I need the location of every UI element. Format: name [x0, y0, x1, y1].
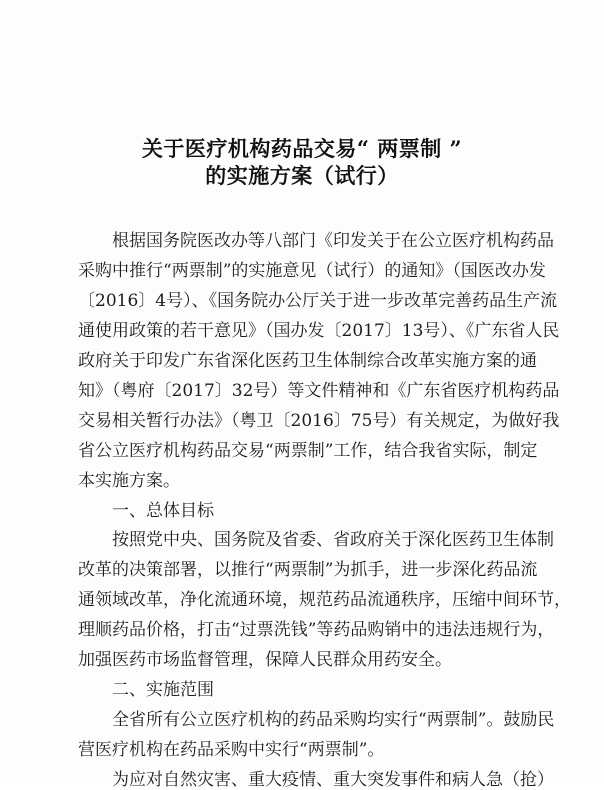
- intro-line: 省公立医疗机构药品交易“两票制”工作，结合我省实际，制定: [78, 441, 538, 461]
- section-heading-scope: 二、实施范围: [112, 680, 214, 700]
- section1-line: 加强医药市场监督管理，保障人民群众用药安全。: [78, 650, 452, 670]
- intro-line: 根据国务院医改办等八部门《印发关于在公立医疗机构药品: [112, 231, 554, 251]
- intro-line: 政府关于印发广东省深化医药卫生体制综合改革实施方案的通: [78, 351, 537, 371]
- intro-line: 知》（粤府〔2017〕32号）等文件精神和《广东省医疗机构药品: [78, 381, 560, 401]
- section2-line: 为应对自然灾害、重大疫情、重大突发事件和病人急（抢）: [112, 770, 554, 790]
- section1-line: 改革的决策部署，以推行“两票制”为抓手，进一步深化药品流: [78, 560, 538, 580]
- section-heading-overall-goal: 一、总体目标: [112, 501, 214, 521]
- document-title-line-1: 关于医疗机构药品交易“ 两票制 ”: [141, 136, 463, 161]
- section1-line: 通领域改革，净化流通环境，规范药品流通秩序，压缩中间环节，: [78, 590, 571, 610]
- section2-line: 营医疗机构在药品采购中实行“两票制”。: [78, 740, 385, 760]
- intro-line: 通使用政策的若干意见》（国办发〔2017〕13号）、《广东省人民: [78, 321, 560, 341]
- intro-line: 本实施方案。: [78, 471, 180, 491]
- section1-line: 理顺药品价格，打击“过票洗钱”等药品购销中的违法违规行为，: [78, 620, 555, 640]
- intro-line: 交易相关暂行办法》（粤卫〔2016〕75号）有关规定，为做好我: [78, 411, 560, 431]
- section2-line: 全省所有公立医疗机构的药品采购均实行“两票制”。鼓励民: [112, 710, 555, 730]
- intro-line: 〔2016〕4号）、《国务院办公厅关于进一步改革完善药品生产流: [78, 291, 558, 311]
- document-title-line-2: 的实施方案（试行）: [205, 163, 399, 188]
- intro-line: 采购中推行“两票制”的实施意见（试行）的通知》（国医改办发: [78, 261, 546, 281]
- section1-line: 按照党中央、国务院及省委、省政府关于深化医药卫生体制: [112, 530, 554, 550]
